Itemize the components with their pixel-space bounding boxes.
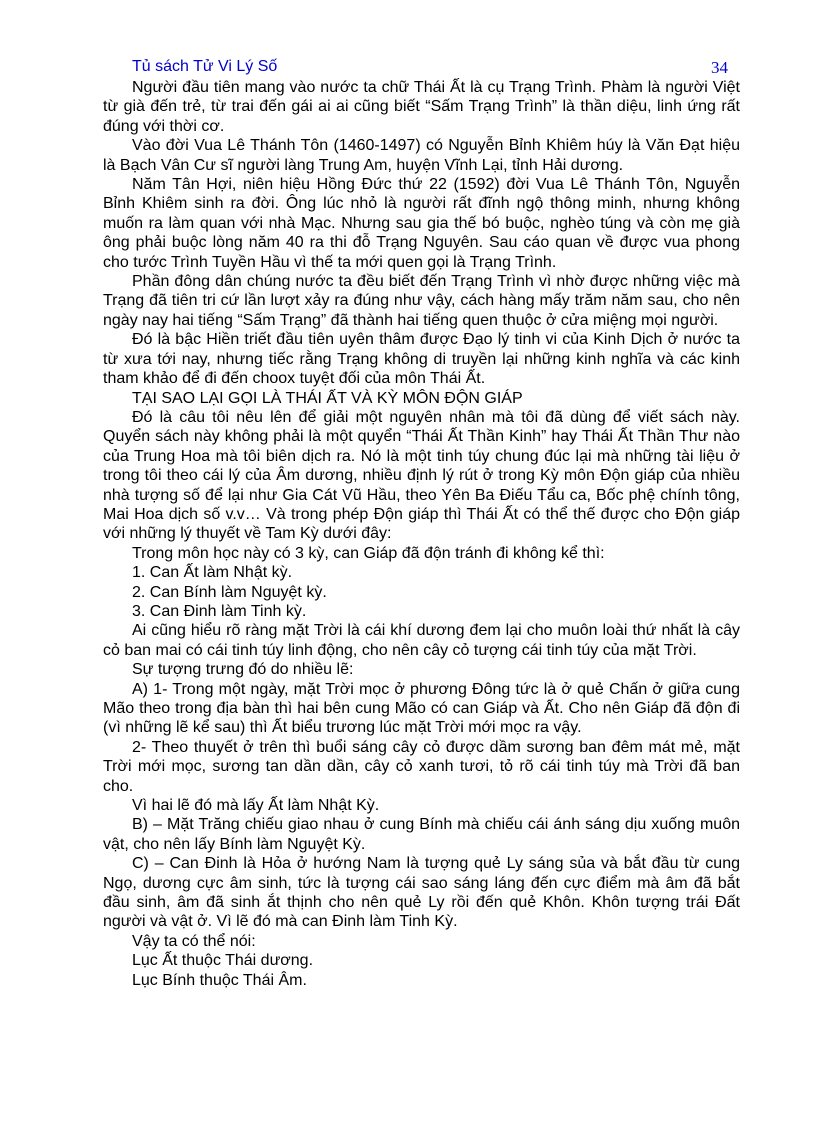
list-item: 2. Can Bính làm Nguyệt kỳ. [132, 583, 327, 601]
list-item: 3. Can Đinh làm Tinh kỳ. [132, 602, 307, 620]
paragraph: 2- Theo thuyết ở trên thì buổi sáng cây cỏ được dầm sương ban đêm mát mẻ, mặt Trời mới mọc, sương tan dần dần, cây cỏ xanh tươi, tỏ rõ cái tinh túy mà Trời đã ban cho. [103, 738, 740, 795]
paragraph: Ai cũng hiểu rõ ràng mặt Trời là cái khí dương đem lại cho muôn loài thứ nhất là cây cỏ ban mai có cái tinh túy linh động, cho nên cây cỏ tượng cái tinh túy của mặt Trời. [103, 622, 740, 659]
paragraph: Phần đông dân chúng nước ta đều biết đến Trạng Trình vì nhờ được những việc mà Trạng đã tiên tri cứ lần lượt xảy ra đúng như vậy, cách hàng mấy trăm năm sau, cho nên ngày nay hai tiếng “Sấm Trạng” đã thành hai tiếng quen thuộc ở cửa miệng mọi người. [103, 273, 740, 329]
document-body [103, 78, 740, 990]
paragraph: A) 1- Trong một ngày, mặt Trời mọc ở phương Đông tức là ở quẻ Chấn ở giữa cung Mão theo trong địa bàn thì hai bên cung Mão có can Giáp và Ất. Cho nên Giáp đã độn đi (vì những lẽ kể sau) thì Ất biểu trương lúc mặt Trời mới mọc ra vậy. [103, 680, 740, 737]
paragraph: Năm Tân Hợi, niên hiệu Hồng Đức thứ 22 (1592) đời Vua Lê Thánh Tôn, Nguyễn Bỉnh Khiêm sinh ra đời. Ông lúc nhỏ là người rất đĩnh ngộ thông minh, nhưng không muốn ra làm quan với nhà Mạc. Nhưng sau gia thế bó buộc, nghèo túng và còn mẹ già ông phải buộc lòng năm 40 ra thi đỗ Trạng Nguyên. Sau cáo quan về được vua phong cho tước Trình Tuyền Hầu vì thế ta mới quen gọi là Trạng Trình. [103, 176, 740, 271]
paragraph: Trong môn học này có 3 kỳ, can Giáp đã độn tránh đi không kể thì: [132, 544, 605, 562]
paragraph: C) – Can Đinh là Hỏa ở hướng Nam là tượng quẻ Ly sáng sủa và bắt đầu từ cung Ngọ, dương cực âm sinh, tức là tượng cái sao sáng láng đến cực điểm mà âm đã bắt đầu sinh, âm đã sinh ắt thịnh cho nên quẻ Ly rồi đến quẻ Khôn. Khôn tượng trái Đất người và vật ở. Vì lẽ đó mà can Đinh làm Tinh Kỳ. [103, 855, 740, 931]
page-number: 34 [711, 58, 728, 77]
paragraph: Đó là câu tôi nêu lên để giải một nguyên nhân mà tôi đã dùng để viết sách này. Quyển sách này không phải là một quyển “Thái Ất Thần Kinh” hay Thái Ất Thần Thư nào của Trung Hoa mà tôi biên dịch ra. Nó là một tinh túy chung đúc lại mà những tài liệu ở trong tôi theo cái lý của Âm dương, nhiều định lý rút ở trong Kỳ môn Độn giáp của nhiều nhà tượng số để lại như Gia Cát Vũ Hầu, theo Yên Ba Điếu Tẩu ca, Bốc phệ chính tông, Mai Hoa dịch số v.v… Và trong phép Độn giáp thì Thái Ất có thể thế được cho Độn giáp với những lý thuyết về Tam Kỳ dưới đây: [103, 408, 740, 543]
book-title: Tủ sách Tử Vi Lý Số [132, 58, 278, 75]
paragraph: Vào đời Vua Lê Thánh Tôn (1460-1497) có Nguyễn Bỉnh Khiêm húy là Văn Đạt hiệu là Bạch Vân Cư sĩ người làng Trung Am, huyện Vĩnh Lại, tỉnh Hải dương. [103, 137, 740, 174]
paragraph: Lục Bính thuộc Thái Âm. [132, 971, 307, 989]
list-item: 1. Can Ất làm Nhật kỳ. [132, 564, 293, 582]
section-heading: TẠI SAO LẠI GỌI LÀ THÁI ẤT VÀ KỲ MÔN ĐỘN GIÁP [132, 389, 523, 407]
paragraph: Sự tượng trưng đó do nhiều lẽ: [132, 661, 354, 679]
paragraph: Đó là bậc Hiền triết đầu tiên uyên thâm được Đạo lý tinh vi của Kinh Dịch ở nước ta từ xưa tới nay, nhưng tiếc rằng Trạng không di truyền lại những kinh nghĩa và các kinh tham khảo để đi đến choox tuyệt đối của môn Thái Ất. [103, 331, 740, 388]
page-header [132, 56, 728, 78]
paragraph: Lục Ất thuộc Thái dương. [132, 952, 314, 970]
paragraph: Người đầu tiên mang vào nước ta chữ Thái Ất là cụ Trạng Trình. Phàm là người Việt từ già đến trẻ, từ trai đến gái ai ai cũng biết “Sấm Trạng Trình” là thần diệu, linh ứng rất đúng với thời cơ. [103, 79, 740, 135]
paragraph: Vì hai lẽ đó mà lấy Ất làm Nhật Kỳ. [132, 797, 380, 815]
paragraph: B) – Mặt Trăng chiếu giao nhau ở cung Bính mà chiếu cái ánh sáng dịu xuống muôn vật, cho nên lấy Bính làm Nguyệt Kỳ. [103, 816, 740, 853]
paragraph: Vậy ta có thể nói: [132, 932, 256, 950]
